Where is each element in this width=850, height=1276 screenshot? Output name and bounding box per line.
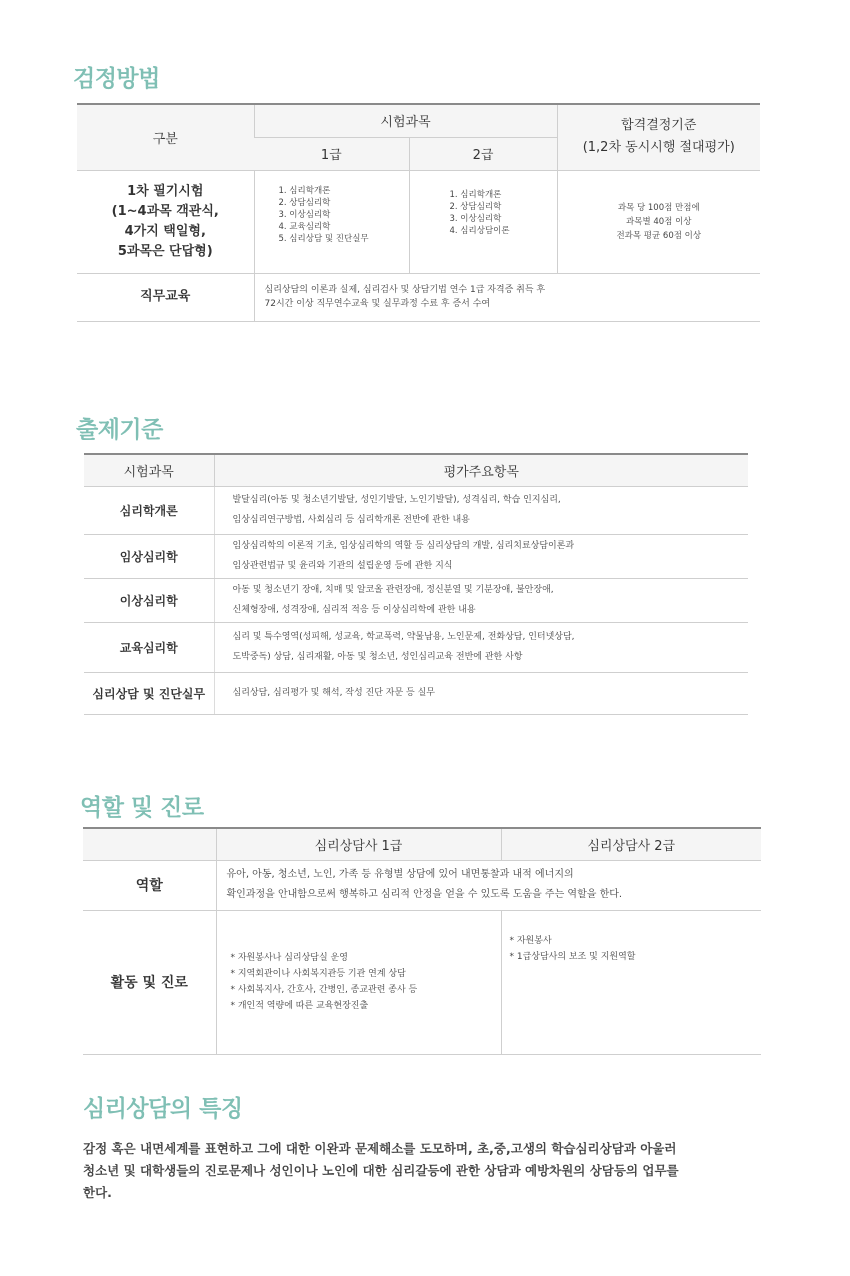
header-subjects: 시험과목 (254, 104, 557, 137)
section-title-features: 심리상담의 특징 (83, 1096, 243, 1122)
grade2-subject-list: 1. 심리학개론 2. 상담심리학 3. 이상심리학 4. 심리상담이론 (409, 170, 557, 273)
header-empty (83, 828, 216, 860)
criteria-row-subject: 임상심리학 (84, 534, 214, 578)
section-title-criteria: 출제기준 (76, 417, 163, 443)
grade1-career-list: * 자원봉사나 심리상담실 운영 * 지역회관이나 사회복지관등 기관 연계 상담 * 사회복지사, 간호사, 간병인, 종교관련 종사 등 * 개인적 역량에 따른 교육현장진출 (216, 910, 501, 1054)
duty-training-text: 심리상담의 이론과 실제, 심리검사 및 상담기법 연수 1급 자격증 취득 후 72시간 이상 직무연수교육 및 실무과정 수료 후 증서 수여 (254, 273, 760, 321)
exam-criteria-table (84, 453, 748, 715)
section-title-exam-method: 검정방법 (73, 66, 160, 92)
criteria-row-desc: 임상심리학의 이론적 기초, 임상심리학의 역할 등 심리상담의 개발, 심리치료상담이론과 임상관련법규 및 윤리와 기관의 설립운영 등에 관한 지식 (214, 534, 748, 578)
role-description: 유아, 아동, 청소년, 노인, 가족 등 유형별 상담에 있어 내면통찰과 내적 에너지의 확인과정을 안내함으로써 행복하고 심리적 안정을 얻을 수 있도록 도움을 주는 역할을 한다. (216, 860, 761, 910)
row-duty-training: 직무교육 (77, 273, 254, 321)
header-pass-criteria: 합격결정기준 (1,2차 동시시행 절대평가) (557, 104, 760, 170)
exam-method-table (77, 103, 760, 322)
header-eval-items: 평가주요항목 (214, 454, 748, 486)
criteria-row-desc: 발달심리(아동 및 청소년기발달, 성인기발달, 노인기발달), 성격심리, 학습 인지심리, 임상심리연구방법, 사회심리 등 심리학개론 전반에 관한 내용 (214, 486, 748, 534)
header-grade2: 2급 (409, 137, 557, 170)
criteria-row-subject: 심리학개론 (84, 486, 214, 534)
criteria-row-desc: 심리 및 특수영역(성피해, 성교육, 학교폭력, 약물남용, 노인문제, 전화상담, 인터넷상담, 도박중독) 상담, 심리재활, 아동 및 청소년, 성인심리교육 전반에 관한 사항 (214, 622, 748, 672)
section-title-roles: 역할 및 진로 (80, 795, 204, 821)
criteria-row-subject: 심리상담 및 진단실무 (84, 672, 214, 714)
header-category: 구분 (77, 104, 254, 170)
row-role: 역할 (83, 860, 216, 910)
features-paragraph: 감정 혹은 내면세계를 표현하고 그에 대한 이완과 문제해소를 도모하며, 초,중,고생의 학습심리상담과 아울러 청소년 및 대학생들의 진로문제나 성인이나 노인에 대한 심리갈등에 관한 상담과 예방차원의 상담등의 업무를 한다. (83, 1141, 679, 1200)
grade1-subject-list: 1. 심리학개론 2. 상담심리학 3. 이상심리학 4. 교육심리학 5. 심리상담 및 진단실무 (254, 170, 409, 273)
criteria-row-subject: 이상심리학 (84, 578, 214, 622)
row-career: 활동 및 진로 (83, 910, 216, 1054)
criteria-row-desc: 심리상담, 심리평가 및 해석, 작성 진단 자문 등 실무 (214, 672, 748, 714)
header-counselor-grade2: 심리상담사 2급 (501, 828, 761, 860)
row-written-exam: 1차 필기시험 (1~4과목 객관식, 4가지 택일형, 5과목은 단답형) (77, 170, 254, 273)
pass-criteria-text: 과목 당 100점 만점에 과목별 40점 이상 전과목 평균 60점 이상 (557, 170, 760, 273)
grade2-career-list: * 자원봉사 * 1급상담사의 보조 및 지원역할 (501, 910, 761, 1054)
criteria-row-subject: 교육심리학 (84, 622, 214, 672)
header-grade1: 1급 (254, 137, 409, 170)
roles-career-table (83, 827, 761, 1055)
header-counselor-grade1: 심리상담사 1급 (216, 828, 501, 860)
header-subject: 시험과목 (84, 454, 214, 486)
criteria-row-desc: 아동 및 청소년기 장애, 치매 및 알코올 관련장애, 정신분열 및 기분장애, 불안장애, 신체형장애, 성격장애, 심리적 적응 등 이상심리학에 관한 내용 (214, 578, 748, 622)
